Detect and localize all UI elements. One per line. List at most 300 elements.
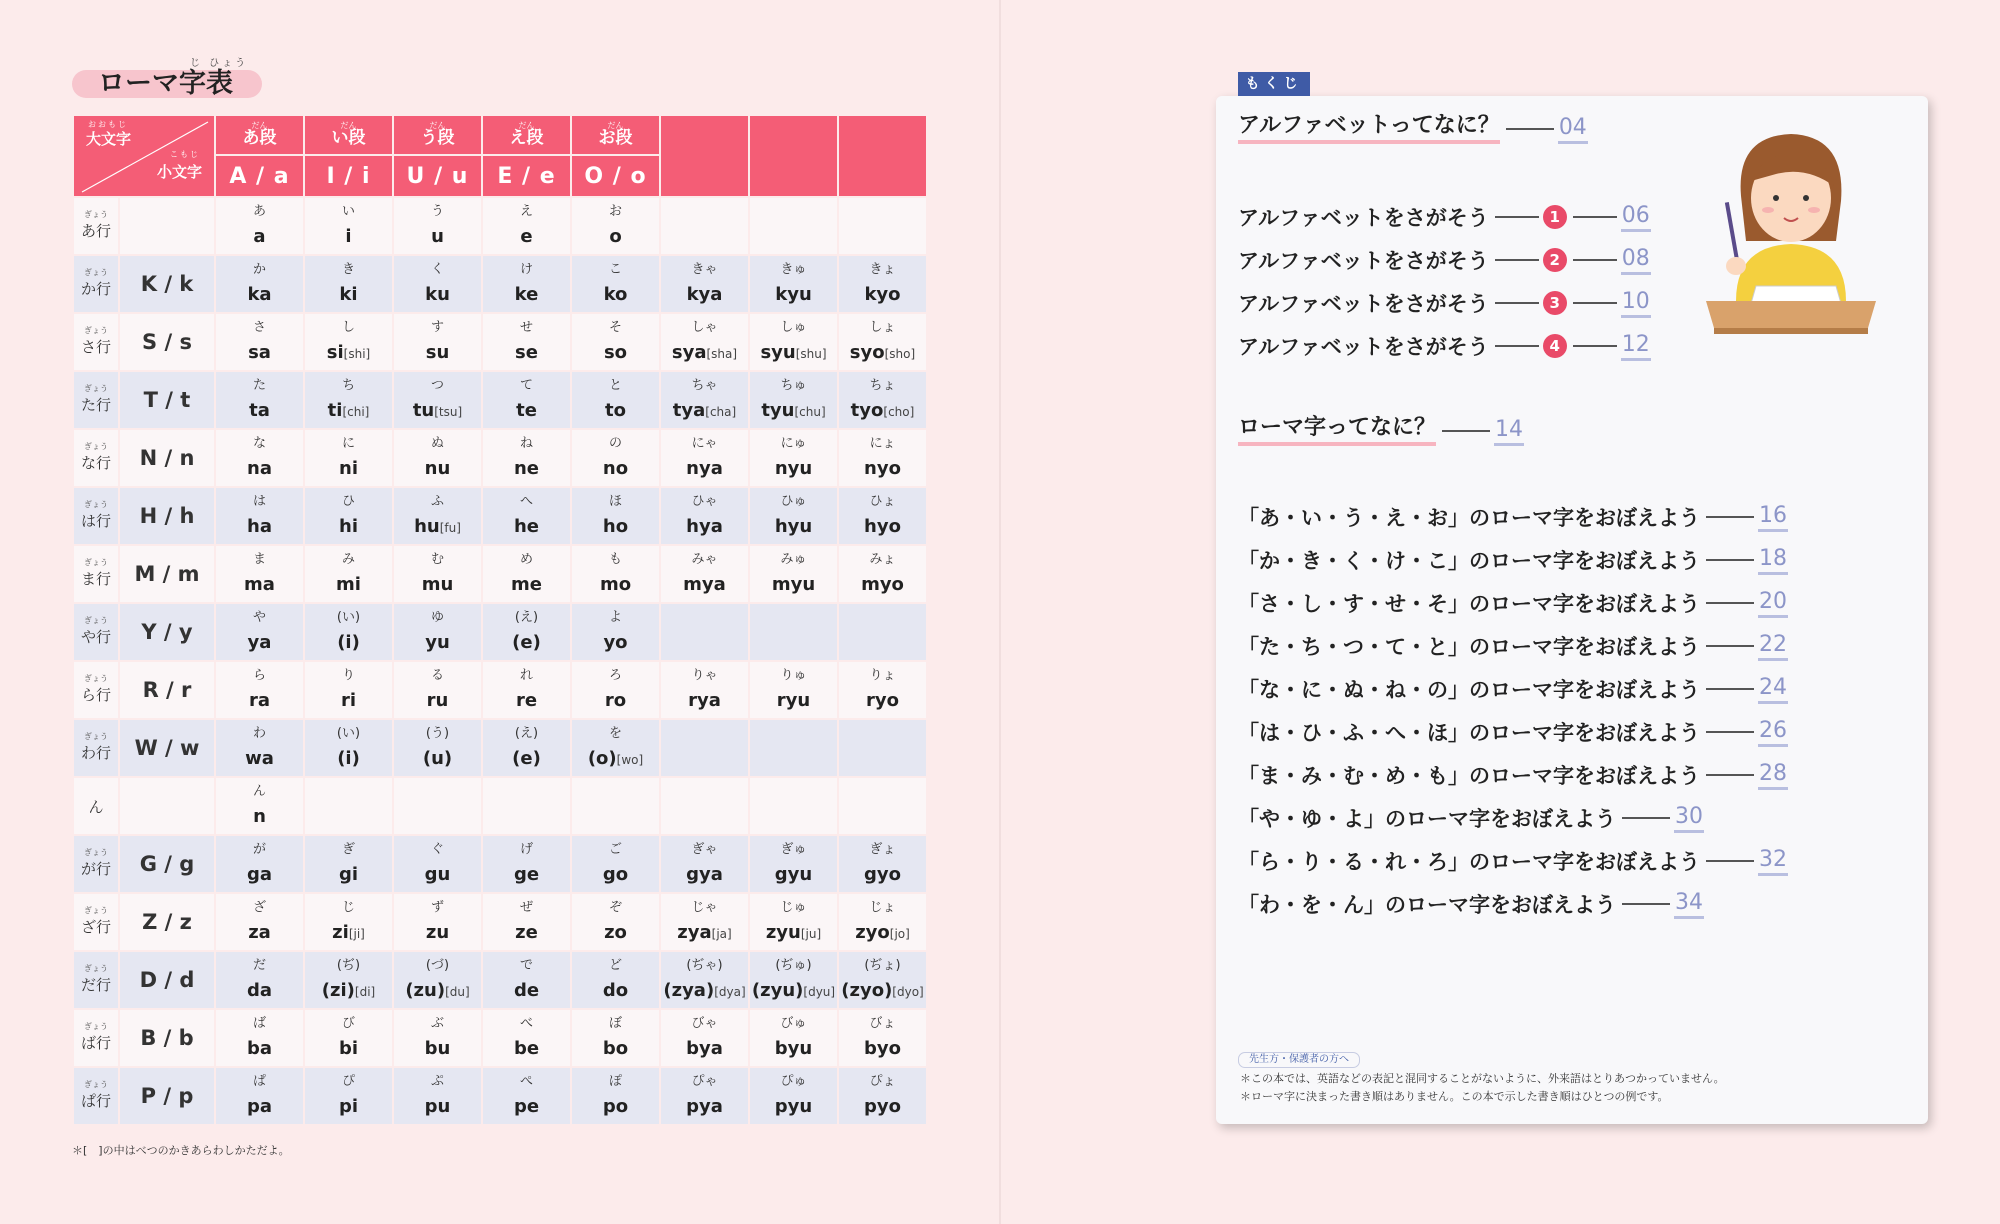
table-cell bbox=[839, 894, 926, 950]
header-blank bbox=[750, 116, 837, 196]
cell-kana: ぷ bbox=[430, 1074, 444, 1089]
table-cell bbox=[750, 1010, 837, 1066]
cell-kana: た bbox=[252, 378, 266, 393]
cell-romaji: ni bbox=[339, 458, 358, 479]
cell-kana: ろ bbox=[608, 668, 622, 683]
cell-kana: しょ bbox=[869, 319, 896, 335]
cell-kana: (ぢ) bbox=[336, 957, 361, 973]
table-row bbox=[74, 778, 926, 834]
cell-kana: じ bbox=[341, 899, 355, 915]
cell-kana: ぴゃ bbox=[691, 1074, 718, 1089]
toc-entry-title: 「ら・り・る・れ・ろ」のローマ字をおぼえよう bbox=[1238, 850, 1700, 874]
table-cell bbox=[216, 546, 303, 602]
row-consonant-label: S / s bbox=[120, 314, 214, 370]
toc-entry-title: 「ま・み・む・め・も」のローマ字をおぼえよう bbox=[1238, 764, 1700, 788]
cell-kana: みょ bbox=[869, 552, 896, 567]
cell-kana: ご bbox=[608, 842, 622, 857]
cell-romaji: de bbox=[513, 980, 540, 1001]
table-cell bbox=[572, 256, 659, 312]
cell-kana: じゃ bbox=[691, 899, 718, 915]
cell-kana: ぴょ bbox=[869, 1074, 896, 1089]
table-cell bbox=[661, 314, 748, 370]
toc-leader-line bbox=[1706, 688, 1754, 690]
row-gyo-label: ぎょう た行 bbox=[74, 372, 118, 428]
cell-kana: ぎゅ bbox=[780, 842, 807, 857]
cell-kana: や bbox=[252, 610, 266, 625]
toc-page-number[interactable]: 32 bbox=[1758, 847, 1788, 876]
cell-kana: しゃ bbox=[691, 319, 718, 335]
corner-lower-label: 小文字 bbox=[156, 163, 202, 181]
cell-romaji: hu[fu] bbox=[414, 515, 461, 537]
table-cell bbox=[305, 952, 392, 1008]
cell-kana: (い) bbox=[336, 610, 361, 625]
table-cell bbox=[572, 720, 659, 776]
cell-romaji: ga bbox=[246, 864, 273, 885]
header-vowel-e: E / e bbox=[483, 156, 570, 196]
table-row bbox=[74, 1010, 926, 1066]
cell-kana: あ bbox=[252, 204, 266, 219]
table-cell bbox=[661, 1010, 748, 1066]
cell-romaji: ryu bbox=[776, 690, 811, 711]
cell-romaji: gyu bbox=[774, 864, 813, 885]
toc-leader-line bbox=[1706, 602, 1754, 604]
cell-romaji: be bbox=[513, 1038, 540, 1059]
table-cell bbox=[216, 430, 303, 486]
cell-romaji: kyu bbox=[775, 284, 812, 305]
row-consonant-label: P / p bbox=[120, 1068, 214, 1124]
table-cell bbox=[483, 430, 570, 486]
cell-kana: に bbox=[341, 436, 355, 451]
table-cell bbox=[216, 894, 303, 950]
table-cell bbox=[483, 372, 570, 428]
toc-entry[interactable] bbox=[1238, 286, 1651, 318]
table-cell bbox=[572, 604, 659, 660]
cell-romaji: ryo bbox=[866, 690, 899, 711]
table-row bbox=[74, 198, 926, 254]
corner-lower-ruby: こもじ bbox=[170, 150, 200, 159]
toc-leader-line bbox=[1573, 302, 1617, 304]
cell-kana: じゅ bbox=[780, 899, 807, 915]
table-cell bbox=[305, 1068, 392, 1124]
table-cell bbox=[483, 198, 570, 254]
table-cell bbox=[216, 1068, 303, 1124]
toc-leader-line bbox=[1706, 559, 1754, 561]
cell-kana: け bbox=[519, 262, 533, 277]
cell-kana: き bbox=[341, 262, 355, 277]
toc-page-number[interactable]: 24 bbox=[1758, 675, 1788, 704]
toc-leader-line bbox=[1495, 259, 1539, 261]
row-consonant-label: T / t bbox=[120, 372, 214, 428]
row-gyo-label: ぎょう な行 bbox=[74, 430, 118, 486]
table-cell bbox=[216, 662, 303, 718]
header-blank bbox=[661, 116, 748, 196]
table-cell bbox=[572, 894, 659, 950]
table-cell bbox=[750, 894, 837, 950]
table-cell bbox=[483, 1068, 570, 1124]
table-cell bbox=[750, 256, 837, 312]
toc-entry-title: アルファベットをさがそう bbox=[1238, 206, 1489, 230]
cell-romaji: sya[sha] bbox=[671, 341, 738, 363]
toc-leader-line bbox=[1706, 860, 1754, 862]
cell-romaji: ra bbox=[248, 690, 271, 711]
table-cell bbox=[305, 1010, 392, 1066]
table-cell bbox=[839, 546, 926, 602]
cell-romaji: ko bbox=[603, 284, 628, 305]
cell-kana: ど bbox=[608, 958, 622, 973]
table-cell bbox=[661, 546, 748, 602]
toc-leader-line bbox=[1706, 731, 1754, 733]
table-cell bbox=[305, 662, 392, 718]
cell-romaji: byo bbox=[864, 1038, 901, 1059]
table-cell bbox=[572, 546, 659, 602]
table-cell bbox=[216, 198, 303, 254]
toc-entry[interactable] bbox=[1238, 629, 1788, 661]
table-cell bbox=[305, 256, 392, 312]
toc-page-number[interactable]: 06 bbox=[1621, 203, 1651, 232]
table-cell bbox=[750, 372, 837, 428]
table-cell bbox=[216, 1010, 303, 1066]
cell-alt-spelling: [di] bbox=[354, 984, 376, 999]
cell-kana: ひ bbox=[341, 494, 355, 509]
table-cell bbox=[572, 778, 659, 834]
cell-kana: ざ bbox=[252, 900, 266, 915]
table-cell bbox=[216, 604, 303, 660]
cell-romaji: ri bbox=[340, 690, 357, 711]
cell-kana: お bbox=[608, 204, 622, 219]
cell-romaji: tya[cha] bbox=[672, 399, 737, 421]
table-cell bbox=[305, 430, 392, 486]
toc-entry[interactable] bbox=[1238, 200, 1651, 232]
cell-kana: にょ bbox=[869, 436, 896, 451]
cell-romaji: (e) bbox=[512, 632, 541, 653]
table-cell bbox=[839, 952, 926, 1008]
table-cell bbox=[483, 488, 570, 544]
row-consonant-label: W / w bbox=[120, 720, 214, 776]
cell-alt-spelling: [wo] bbox=[616, 752, 644, 767]
cell-romaji: hyu bbox=[774, 516, 813, 537]
cell-romaji: su bbox=[425, 342, 450, 363]
toc-entry[interactable] bbox=[1238, 887, 1704, 919]
cell-kana: そ bbox=[608, 320, 622, 335]
row-consonant-label: G / g bbox=[120, 836, 214, 892]
cell-romaji: byu bbox=[774, 1038, 813, 1059]
toc-page-number[interactable]: 18 bbox=[1758, 546, 1788, 575]
cell-kana: ま bbox=[252, 552, 266, 567]
cell-kana: げ bbox=[519, 842, 533, 857]
toc-leader-line bbox=[1573, 216, 1617, 218]
cell-kana: ぴゅ bbox=[780, 1074, 807, 1089]
toc-leader-line bbox=[1622, 817, 1670, 819]
table-cell bbox=[750, 720, 837, 776]
toc-leader-line bbox=[1622, 903, 1670, 905]
cell-kana: い bbox=[341, 204, 355, 219]
toc-leader-line bbox=[1573, 345, 1617, 347]
cell-romaji: (i) bbox=[337, 632, 360, 653]
table-cell bbox=[394, 604, 481, 660]
cell-alt-spelling: [cha] bbox=[705, 404, 737, 419]
table-cell bbox=[572, 314, 659, 370]
toc-number-badge: 3 bbox=[1543, 291, 1567, 315]
cell-kana: は bbox=[252, 494, 266, 509]
header-vowel-a: A / a bbox=[216, 156, 303, 196]
table-cell bbox=[572, 836, 659, 892]
toc-entry[interactable] bbox=[1238, 672, 1788, 704]
row-gyo-label: ぎょう や行 bbox=[74, 604, 118, 660]
row-gyo-label: ん bbox=[74, 778, 118, 834]
cell-alt-spelling: [du] bbox=[445, 984, 470, 999]
header-vowel-o: O / o bbox=[572, 156, 659, 196]
table-cell bbox=[750, 778, 837, 834]
table-row bbox=[74, 836, 926, 892]
table-cell bbox=[750, 952, 837, 1008]
table-cell bbox=[839, 488, 926, 544]
cell-kana: み bbox=[341, 552, 355, 567]
toc-page-number[interactable]: 08 bbox=[1621, 246, 1651, 275]
toc-page-number[interactable]: 28 bbox=[1758, 761, 1788, 790]
table-cell bbox=[839, 720, 926, 776]
cell-kana: を bbox=[608, 725, 622, 741]
table-cell bbox=[750, 662, 837, 718]
row-consonant-label bbox=[120, 778, 214, 834]
cell-romaji: bo bbox=[602, 1038, 629, 1059]
table-cell bbox=[661, 952, 748, 1008]
cell-romaji: i bbox=[345, 226, 352, 247]
toc-entry-title: 「あ・い・う・え・お」のローマ字をおぼえよう bbox=[1238, 506, 1700, 530]
table-cell bbox=[394, 894, 481, 950]
cell-kana: て bbox=[519, 378, 533, 393]
row-gyo-label: ぎょう は行 bbox=[74, 488, 118, 544]
toc-page-number[interactable]: 16 bbox=[1758, 503, 1788, 532]
toc-page-number[interactable]: 34 bbox=[1674, 890, 1704, 919]
cell-romaji: se bbox=[515, 342, 538, 363]
table-cell bbox=[661, 198, 748, 254]
toc-entry[interactable] bbox=[1238, 500, 1788, 532]
toc-page-number[interactable]: 22 bbox=[1758, 632, 1788, 661]
row-gyo-label: ぎょう あ行 bbox=[74, 198, 118, 254]
toc-page-number[interactable]: 20 bbox=[1758, 589, 1788, 618]
toc-entry[interactable] bbox=[1238, 112, 1588, 144]
table-cell bbox=[483, 604, 570, 660]
cell-kana: ひょ bbox=[869, 494, 896, 509]
toc-leader-line bbox=[1573, 259, 1617, 261]
toc-page-number[interactable]: 14 bbox=[1494, 417, 1524, 446]
cell-kana: (ぢゅ) bbox=[775, 957, 812, 973]
toc-entry[interactable] bbox=[1238, 329, 1651, 361]
cell-romaji: sa bbox=[248, 342, 271, 363]
cell-kana: ちゅ bbox=[780, 377, 807, 393]
table-cell bbox=[839, 836, 926, 892]
cell-romaji: za bbox=[248, 922, 271, 943]
toc-entry[interactable] bbox=[1238, 543, 1788, 575]
table-cell bbox=[483, 314, 570, 370]
cell-kana: ら bbox=[252, 668, 266, 683]
table-cell bbox=[305, 778, 392, 834]
cell-romaji: nu bbox=[424, 458, 451, 479]
cell-romaji: zu bbox=[425, 922, 450, 943]
header-dan-u: だん う段 bbox=[394, 116, 481, 154]
toc-leader-line bbox=[1506, 128, 1554, 130]
table-row bbox=[74, 314, 926, 370]
table-row bbox=[74, 488, 926, 544]
table-cell bbox=[839, 314, 926, 370]
cell-kana: ぴ bbox=[341, 1074, 355, 1089]
toc-entry[interactable] bbox=[1238, 586, 1788, 618]
table-cell bbox=[394, 256, 481, 312]
cell-romaji: hyo bbox=[864, 516, 901, 537]
table-cell bbox=[305, 372, 392, 428]
cell-romaji: no bbox=[602, 458, 629, 479]
toc-entry-title: 「は・ひ・ふ・へ・ほ」のローマ字をおぼえよう bbox=[1238, 721, 1700, 745]
table-cell bbox=[572, 372, 659, 428]
cell-romaji: zi[ji] bbox=[332, 921, 365, 943]
cell-romaji: u bbox=[431, 226, 444, 247]
cell-romaji: bi bbox=[338, 1038, 359, 1059]
toc-leader-line bbox=[1706, 645, 1754, 647]
table-cell bbox=[572, 1068, 659, 1124]
toc-leader-line bbox=[1495, 302, 1539, 304]
cell-romaji: (i) bbox=[337, 748, 360, 769]
cell-kana: ち bbox=[341, 377, 355, 393]
cell-romaji: (zi)[di] bbox=[321, 979, 376, 1001]
toc-entry[interactable] bbox=[1238, 243, 1651, 275]
cell-kana: し bbox=[341, 319, 355, 335]
row-consonant-label: Y / y bbox=[120, 604, 214, 660]
cell-romaji: bya bbox=[686, 1038, 723, 1059]
table-row bbox=[74, 256, 926, 312]
table-cell bbox=[394, 430, 481, 486]
table-footnote: ＊[ ]の中はべつのかきあらわしかただよ。 bbox=[72, 1144, 290, 1157]
cell-kana: ぼ bbox=[608, 1016, 622, 1031]
cell-alt-spelling: [jo] bbox=[889, 926, 910, 941]
table-cell bbox=[750, 198, 837, 254]
teacher-note-line: ＊ローマ字に決まった書き順はありません。この本で示した書き順はひとつの例です。 bbox=[1240, 1090, 1669, 1103]
toc-leader-line bbox=[1706, 774, 1754, 776]
table-cell bbox=[839, 372, 926, 428]
cell-kana: む bbox=[430, 552, 444, 567]
row-gyo-label: ぎょう ぱ行 bbox=[74, 1068, 118, 1124]
table-cell bbox=[394, 1068, 481, 1124]
table-cell bbox=[839, 256, 926, 312]
cell-romaji: ka bbox=[247, 284, 272, 305]
toc-tab-label: もくじ bbox=[1238, 72, 1310, 96]
toc-page-number[interactable]: 26 bbox=[1758, 718, 1788, 747]
corner-upper-label: 大文字 bbox=[86, 130, 132, 148]
cell-romaji: n bbox=[253, 806, 266, 827]
toc-page-number[interactable]: 30 bbox=[1674, 804, 1704, 833]
table-cell bbox=[216, 952, 303, 1008]
cell-kana: ぺ bbox=[519, 1074, 533, 1089]
cell-kana: す bbox=[430, 320, 444, 335]
toc-page-number[interactable]: 04 bbox=[1558, 115, 1588, 144]
romaji-table-body bbox=[74, 198, 926, 1124]
cell-romaji: ke bbox=[514, 284, 539, 305]
cell-kana: で bbox=[519, 958, 533, 973]
cell-alt-spelling: [shu] bbox=[795, 346, 827, 361]
cell-romaji: do bbox=[602, 980, 629, 1001]
table-cell bbox=[661, 372, 748, 428]
table-cell bbox=[483, 662, 570, 718]
cell-kana: にゃ bbox=[691, 436, 718, 451]
page-spine bbox=[999, 0, 1001, 1224]
table-cell bbox=[750, 546, 837, 602]
cell-romaji: tyo[cho] bbox=[850, 399, 915, 421]
cell-alt-spelling: [ja] bbox=[711, 926, 732, 941]
cell-romaji: pu bbox=[424, 1096, 451, 1117]
cell-kana: みゅ bbox=[780, 552, 807, 567]
cell-romaji: yu bbox=[425, 632, 450, 653]
toc-entry-title: 「さ・し・す・せ・そ」のローマ字をおぼえよう bbox=[1238, 592, 1700, 616]
table-cell bbox=[661, 778, 748, 834]
cell-romaji: (o)[wo] bbox=[587, 747, 644, 769]
cell-romaji: na bbox=[247, 458, 272, 479]
toc-page-number[interactable]: 12 bbox=[1621, 332, 1651, 361]
cell-kana: ば bbox=[252, 1016, 266, 1031]
table-cell bbox=[305, 546, 392, 602]
cell-kana: る bbox=[430, 668, 444, 683]
toc-entry[interactable] bbox=[1238, 758, 1788, 790]
table-cell bbox=[216, 314, 303, 370]
cell-romaji: myo bbox=[861, 574, 904, 595]
cell-romaji: e bbox=[520, 226, 533, 247]
cell-romaji: ti[chi] bbox=[327, 399, 370, 421]
cell-romaji: syu[shu] bbox=[760, 341, 827, 363]
table-row bbox=[74, 662, 926, 718]
cell-kana: な bbox=[252, 436, 266, 451]
cell-kana: (え) bbox=[514, 610, 539, 625]
table-row bbox=[74, 372, 926, 428]
cell-alt-spelling: [sha] bbox=[706, 346, 738, 361]
toc-page-number[interactable]: 10 bbox=[1621, 289, 1651, 318]
table-cell bbox=[483, 256, 570, 312]
cell-kana: (え) bbox=[514, 726, 539, 741]
cell-romaji: si[shi] bbox=[326, 341, 371, 363]
cell-kana: の bbox=[608, 436, 622, 451]
cell-romaji: ho bbox=[602, 516, 629, 537]
row-gyo-label: ぎょう ば行 bbox=[74, 1010, 118, 1066]
cell-romaji: gya bbox=[686, 864, 723, 885]
table-row bbox=[74, 604, 926, 660]
table-cell bbox=[483, 952, 570, 1008]
table-cell bbox=[305, 488, 392, 544]
cell-kana: ほ bbox=[608, 494, 622, 509]
toc-leader-line bbox=[1495, 345, 1539, 347]
cell-romaji: pya bbox=[686, 1096, 723, 1117]
cell-kana: びゅ bbox=[780, 1016, 807, 1031]
toc-entry[interactable] bbox=[1238, 414, 1524, 446]
toc-leader-line bbox=[1495, 216, 1539, 218]
toc-entry[interactable] bbox=[1238, 715, 1788, 747]
row-consonant-label: M / m bbox=[120, 546, 214, 602]
cell-alt-spelling: [ji] bbox=[348, 926, 365, 941]
header-dan-o: だん お段 bbox=[572, 116, 659, 154]
cell-romaji: to bbox=[605, 400, 626, 421]
toc-entry[interactable] bbox=[1238, 801, 1704, 833]
cell-romaji: (zyu)[dyu] bbox=[751, 979, 836, 1001]
cell-romaji: a bbox=[253, 226, 266, 247]
table-cell bbox=[750, 836, 837, 892]
cell-kana: りょ bbox=[869, 668, 896, 683]
cell-kana: きゃ bbox=[691, 262, 718, 277]
table-cell bbox=[661, 894, 748, 950]
table-corner-header bbox=[74, 116, 214, 196]
toc-entry[interactable] bbox=[1238, 844, 1788, 876]
cell-kana: め bbox=[519, 552, 533, 567]
toc-entry-title: 「た・ち・つ・て・と」のローマ字をおぼえよう bbox=[1238, 635, 1700, 659]
row-consonant-label: B / b bbox=[120, 1010, 214, 1066]
cell-romaji: ki bbox=[339, 284, 358, 305]
cell-kana: にゅ bbox=[780, 436, 807, 451]
cell-romaji: kya bbox=[686, 284, 723, 305]
